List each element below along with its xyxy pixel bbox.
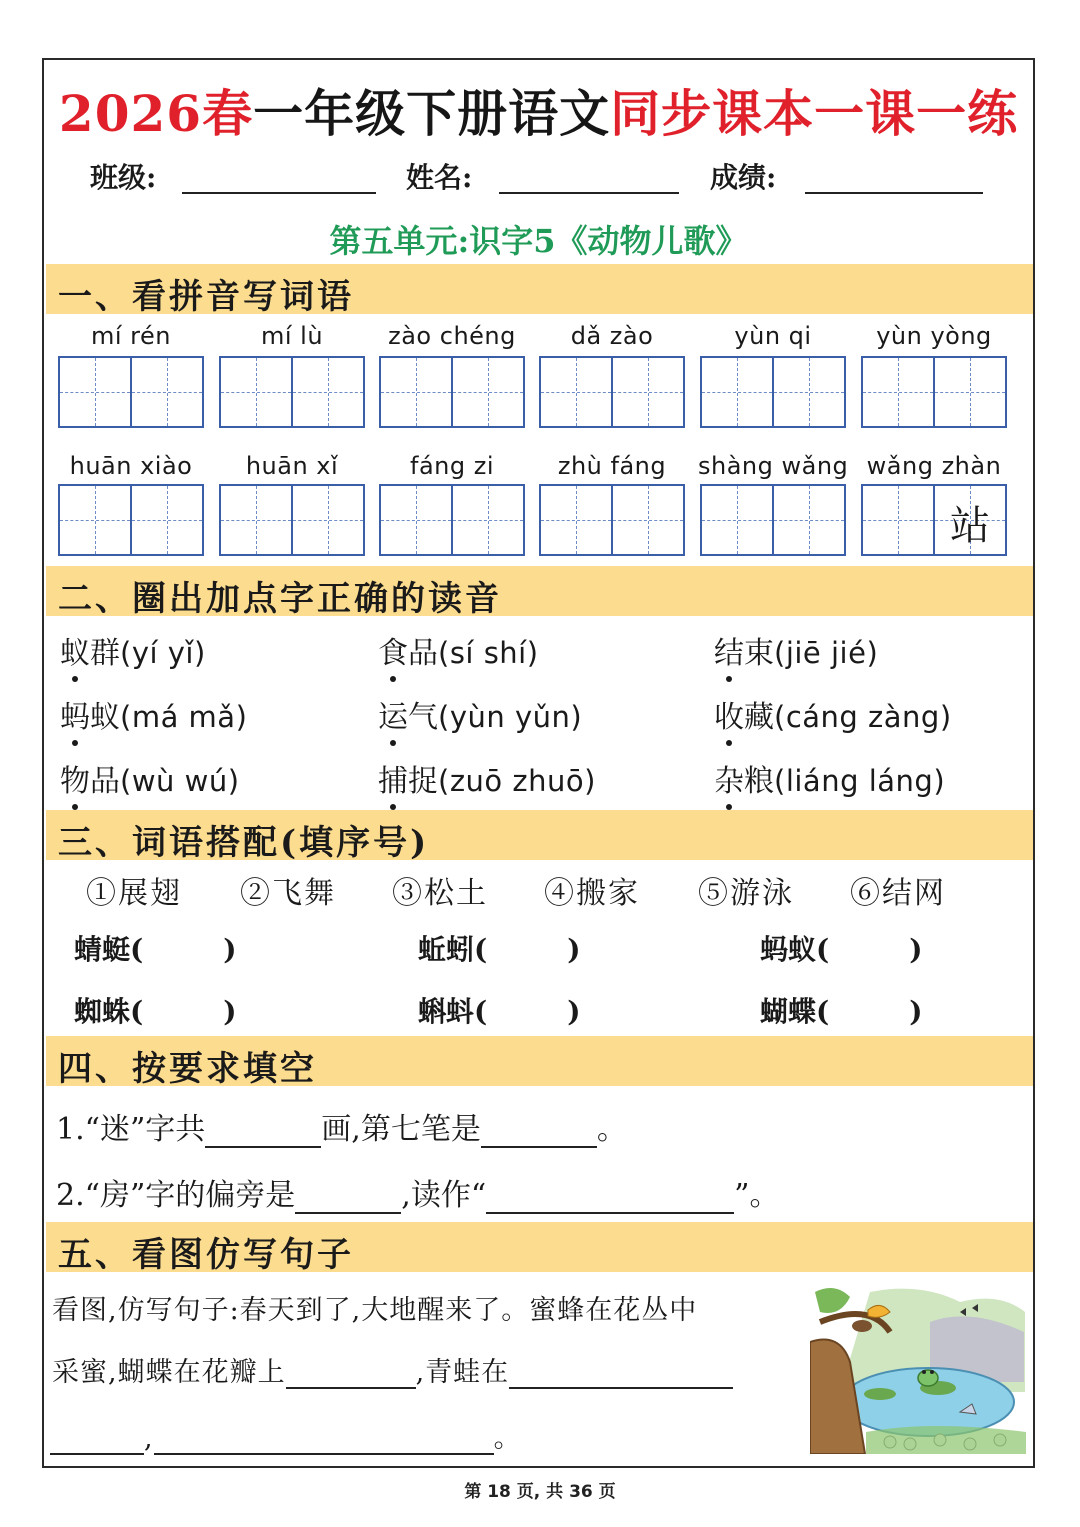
pinyin-choices[interactable]: (yí yǐ)	[120, 636, 206, 670]
emphasis-dot	[390, 740, 396, 746]
dotted-character: 物	[60, 756, 90, 800]
student-info-row	[44, 156, 1033, 196]
matching-option: ①展翅	[86, 876, 182, 911]
grid-cell[interactable]	[702, 486, 772, 554]
pinyin-label: yùn yòng	[876, 322, 992, 350]
section-header-1: 一、看拼音写词语	[46, 264, 1033, 314]
bird-nest	[852, 1320, 872, 1332]
writing-grid-box[interactable]	[539, 484, 685, 556]
writing-grid-box[interactable]	[700, 356, 846, 428]
sentence-line-2: 采蜜,蝴蝶在花瓣上 ,青蛙在	[52, 1350, 733, 1389]
pronunciation-item[interactable]: 食 品(sí shí)	[378, 628, 539, 672]
pinyin-choices[interactable]: (liáng láng)	[774, 764, 946, 798]
grid-cell[interactable]	[863, 358, 933, 426]
section-header-3: 三、词语搭配(填序号)	[46, 810, 1033, 860]
grid-cell[interactable]	[130, 358, 202, 426]
frog	[918, 1370, 938, 1386]
dotted-character: 食	[378, 628, 408, 672]
matching-option: ③松土	[392, 876, 488, 911]
class-label: 班级:	[90, 161, 157, 194]
grid-cell[interactable]	[60, 486, 130, 554]
pinyin-label: zhù fáng	[557, 452, 667, 480]
pinyin-choices[interactable]: (yùn yǔn)	[438, 700, 583, 734]
sentence-line-1: 看图,仿写句子:春天到了,大地醒来了。蜜蜂在花丛中	[52, 1295, 698, 1326]
class-field[interactable]	[182, 192, 376, 194]
matching-option: ⑥结网	[850, 876, 946, 911]
matching-blank[interactable]: 蜻蜓( )	[74, 933, 237, 966]
pronunciation-item[interactable]: 蚁 群(yí yǐ)	[60, 628, 206, 672]
writing-grid-box[interactable]	[861, 484, 1007, 556]
writing-grid-box[interactable]	[379, 484, 525, 556]
pinyin-label: mí lù	[260, 322, 324, 350]
grid-cell[interactable]	[291, 358, 363, 426]
name-field[interactable]	[499, 192, 679, 194]
score-label: 成绩:	[710, 161, 777, 194]
worksheet-title	[44, 74, 1033, 146]
matching-option: ④搬家	[544, 876, 640, 911]
writing-grid-box[interactable]	[58, 484, 204, 556]
matching-blank[interactable]: 蚯蚓( )	[418, 933, 581, 966]
grid-cell[interactable]	[130, 486, 202, 554]
title-series: 同步课本一课一练	[610, 84, 1019, 143]
prefilled-character: 站	[950, 503, 990, 549]
pinyin-choices[interactable]: (sí shí)	[438, 636, 539, 670]
emphasis-dot	[726, 740, 732, 746]
unit-title: 第五单元:识字5《动物儿歌》	[329, 222, 748, 260]
dotted-character: 蚂	[60, 692, 90, 736]
spring-pond-illustration	[810, 1282, 1028, 1454]
pinyin-choices[interactable]: (jiē jié)	[774, 636, 879, 670]
pinyin-choices[interactable]: (má mǎ)	[120, 700, 248, 734]
pronunciation-item[interactable]: 物 品(wù wú)	[60, 756, 240, 800]
stroke-count-blank[interactable]	[205, 1118, 321, 1148]
emphasis-dot	[72, 740, 78, 746]
seventh-stroke-blank[interactable]	[481, 1118, 597, 1148]
matching-option: ②飞舞	[240, 876, 336, 911]
fill-line-1: 1.“迷”字共 画,第七笔是 。	[56, 1112, 627, 1147]
emphasis-dot	[72, 676, 78, 682]
butterfly-blank[interactable]	[286, 1361, 416, 1389]
writing-grid-box[interactable]	[379, 356, 525, 428]
matching-blank[interactable]: 蝴蝶( )	[760, 995, 923, 1028]
grid-cell[interactable]	[291, 486, 363, 554]
matching-option: ⑤游泳	[698, 876, 794, 911]
pinyin-label: huān xiào	[69, 452, 193, 480]
pinyin-label: mí rén	[91, 322, 171, 350]
matching-blank[interactable]: 蝌蚪( )	[418, 995, 581, 1028]
grid-cell[interactable]	[611, 486, 683, 554]
score-field[interactable]	[805, 192, 983, 194]
grid-cell[interactable]	[221, 486, 291, 554]
writing-grid-box[interactable]	[700, 484, 846, 556]
grid-cell[interactable]	[451, 358, 523, 426]
grid-cell[interactable]	[541, 358, 611, 426]
grid-cell[interactable]	[611, 358, 683, 426]
writing-grid-box[interactable]	[539, 356, 685, 428]
fill-line-2: 2.“房”字的偏旁是 ,读作“ ”。	[56, 1178, 780, 1213]
frog-blank[interactable]	[509, 1361, 733, 1389]
title-grade: 一年级下册语文	[253, 84, 611, 143]
pronunciation-item[interactable]: 捕 捉(zuō zhuō)	[378, 756, 596, 800]
worksheet-frame	[42, 58, 1035, 1468]
grid-cell[interactable]	[772, 358, 844, 426]
dotted-character: 杂	[714, 756, 744, 800]
pronunciation-item[interactable]: 结 束(jiē jié)	[714, 628, 878, 672]
page-footer: 第 18 页, 共 36 页	[464, 1482, 616, 1502]
frog-continue-blank[interactable]	[50, 1427, 144, 1455]
radical-reading-blank[interactable]	[486, 1184, 734, 1214]
dotted-character: 运	[378, 692, 408, 736]
grid-cell[interactable]	[772, 486, 844, 554]
pronunciation-item[interactable]: 运 气(yùn yǔn)	[378, 692, 582, 736]
pinyin-choices[interactable]: (zuō zhuō)	[438, 764, 596, 798]
writing-grid-box[interactable]	[219, 356, 365, 428]
dotted-character: 捕	[378, 756, 408, 800]
writing-grid-box[interactable]	[861, 356, 1007, 428]
pinyin-label: wǎng zhàn	[866, 452, 1002, 480]
pinyin-label: yùn qi	[734, 322, 812, 350]
grid-cell[interactable]	[60, 358, 130, 426]
emphasis-dot	[390, 676, 396, 682]
section-header-2: 二、圈出加点字正确的读音	[46, 566, 1033, 616]
dotted-character: 结	[714, 628, 744, 672]
pinyin-label: dǎ zào	[570, 322, 654, 350]
name-label: 姓名:	[406, 161, 473, 194]
lily-pad-1	[864, 1388, 896, 1400]
pronunciation-item[interactable]: 收 藏(cáng zàng)	[714, 692, 952, 736]
matching-blank[interactable]: 蜘蛛( )	[74, 995, 237, 1028]
grid-cell[interactable]	[381, 358, 451, 426]
grass	[866, 1426, 1026, 1454]
grid-cell[interactable]	[541, 486, 611, 554]
emphasis-dot	[726, 676, 732, 682]
dotted-character: 收	[714, 692, 744, 736]
pinyin-choices[interactable]: (wù wú)	[120, 764, 240, 798]
pronunciation-item[interactable]: 杂 粮(liáng láng)	[714, 756, 945, 800]
grid-cell[interactable]	[702, 358, 772, 426]
section-header-5: 五、看图仿写句子	[46, 1222, 1033, 1272]
pinyin-label: shàng wǎng	[698, 452, 849, 480]
pinyin-label: zào chéng	[388, 322, 516, 350]
sentence-line-3: , 。	[50, 1416, 522, 1455]
dotted-character: 蚁	[60, 628, 90, 672]
grid-cell[interactable]	[863, 486, 933, 554]
pinyin-label: fáng zi	[410, 452, 494, 480]
pinyin-choices[interactable]: (cáng zàng)	[774, 700, 952, 734]
matching-blank[interactable]: 蚂蚁( )	[760, 933, 923, 966]
radical-blank[interactable]	[295, 1184, 401, 1214]
grid-cell[interactable]	[933, 358, 1005, 426]
writing-grid-box[interactable]	[219, 484, 365, 556]
extra-blank[interactable]	[154, 1427, 494, 1455]
title-year: 2026春	[58, 84, 254, 143]
writing-grid-box[interactable]	[58, 356, 204, 428]
section-header-4: 四、按要求填空	[46, 1036, 1033, 1086]
pinyin-label: huān xǐ	[245, 452, 339, 480]
grid-cell[interactable]	[933, 486, 1005, 554]
grid-cell[interactable]	[221, 358, 291, 426]
grid-cell[interactable]	[451, 486, 523, 554]
pronunciation-item[interactable]: 蚂 蚁(má mǎ)	[60, 692, 247, 736]
grid-cell[interactable]	[381, 486, 451, 554]
